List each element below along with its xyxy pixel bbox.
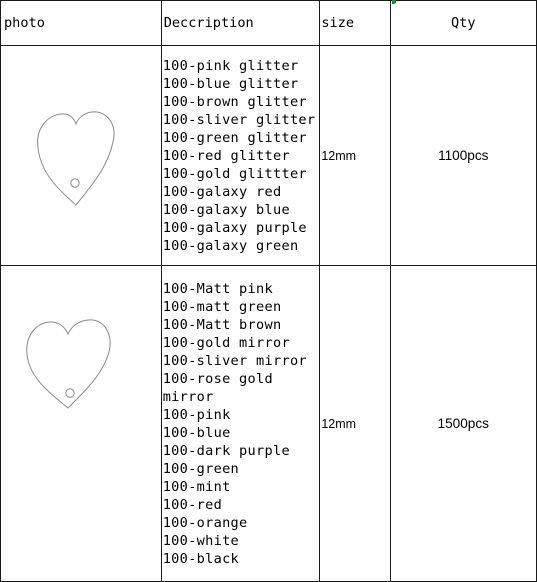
list-item: 100-galaxy purple [162, 219, 307, 236]
list-item: 100-white [162, 532, 240, 549]
list-item: mirror [162, 388, 214, 405]
list-item: 100-gold mirror [162, 334, 290, 351]
header-description[interactable] [161, 1, 320, 46]
header-photo[interactable] [1, 1, 162, 46]
cell-comment-marker [392, 0, 396, 4]
list-item: 100-blue [162, 424, 231, 441]
heart-tag-image [1, 266, 159, 576]
table-row [1, 266, 537, 582]
color-list [162, 57, 320, 255]
description-cell[interactable] [161, 46, 320, 266]
qty-cell[interactable] [390, 266, 536, 582]
header-size[interactable] [320, 1, 390, 46]
size-value: 12mm [321, 148, 357, 163]
list-item: 100-Matt pink [162, 280, 273, 297]
qty-value: 1100pcs [438, 147, 489, 163]
list-item: 100-red [162, 496, 223, 513]
table-row [1, 46, 537, 266]
size-cell[interactable] [320, 46, 390, 266]
header-photo-label: photo [4, 15, 45, 31]
header-qty[interactable] [390, 1, 536, 46]
list-item: 100-rose gold [162, 370, 273, 387]
size-value: 12mm [321, 416, 357, 431]
list-item: 100-galaxy red [162, 183, 282, 200]
list-item: 100-galaxy blue [162, 201, 290, 218]
list-item: 100-sliver glitter [162, 111, 316, 128]
list-item: 100-pink [162, 406, 231, 423]
list-item: 100-black [162, 550, 240, 567]
header-qty-label: Qty [450, 15, 476, 31]
list-item: 100-sliver mirror [162, 352, 307, 369]
list-item: 100-green glitter [162, 129, 307, 146]
photo-cell[interactable] [1, 46, 162, 266]
list-item: 100-mint [162, 478, 231, 495]
list-item: 100-Matt brown [162, 316, 282, 333]
list-item: 100-red glitter [162, 147, 290, 164]
list-item: 100-dark purple [162, 442, 290, 459]
qty-cell[interactable] [390, 46, 536, 266]
list-item: 100-gold glittter [162, 165, 307, 182]
description-cell[interactable] [161, 266, 320, 582]
header-description-label: Deccription [163, 15, 254, 31]
header-row [1, 1, 537, 46]
list-item: 100-brown glitter [162, 93, 307, 110]
list-item: 100-green [162, 460, 240, 477]
list-item: 100-orange [162, 514, 248, 531]
qty-value: 1500pcs [437, 415, 489, 431]
color-list [162, 280, 320, 568]
list-item: 100-pink glitter [162, 57, 299, 74]
list-item: 100-blue glitter [162, 75, 299, 92]
list-item: 100-galaxy green [162, 237, 299, 254]
heart-tag-image [1, 46, 159, 260]
list-item: 100-matt green [162, 298, 282, 315]
photo-cell[interactable] [1, 266, 162, 582]
size-cell[interactable] [320, 266, 390, 582]
header-size-label: size [321, 15, 355, 31]
